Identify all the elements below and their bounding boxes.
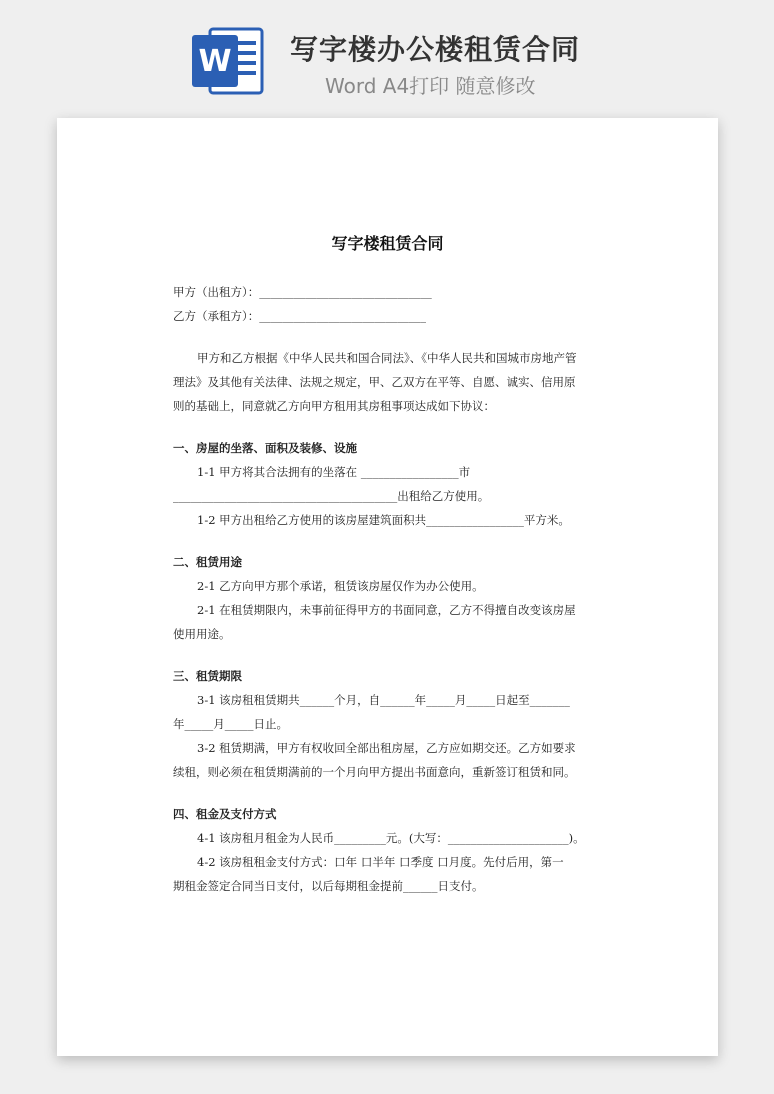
page-subtitle: Word A4打印 随意修改 bbox=[325, 74, 536, 98]
word-icon-letter: W bbox=[198, 44, 232, 79]
intro-line: 理法》及其他有关法律、法规之规定，甲、乙双方在平等、自愿、诚实、信用原 bbox=[173, 375, 576, 389]
clause-line: 期租金签定合同当日支付，以后每期租金提前______日支付。 bbox=[173, 879, 484, 893]
clause-line: 2-1 乙方向甲方那个承诺，租赁该房屋仅作为办公使用。 bbox=[197, 579, 484, 593]
clause-line: 1-2 甲方出租给乙方使用的该房屋建筑面积共_________________平方米。 bbox=[197, 513, 570, 527]
section-heading: 一、房屋的坐落、面积及装修、设施 bbox=[173, 441, 357, 455]
clause-line: _______________________________________出租给乙方使用。 bbox=[173, 489, 490, 503]
clause-line: 1-1 甲方将其合法拥有的坐落在 _________________市 bbox=[197, 465, 471, 479]
clause-line: 4-1 该房租月租金为人民币_________元。(大写：_____________________)。 bbox=[197, 831, 585, 845]
document-page bbox=[57, 118, 718, 1056]
clause-line: 2-1 在租赁期限内，未事前征得甲方的书面同意，乙方不得擅自改变该房屋 bbox=[197, 603, 576, 617]
intro-line: 则的基础上，同意就乙方向甲方租用其房租事项达成如下协议： bbox=[173, 399, 495, 413]
document-body bbox=[173, 280, 603, 898]
clause-line: 续租，则必须在租赁期满前的一个月向甲方提出书面意向，重新签订租赁和同。 bbox=[173, 765, 576, 779]
clause-line: 年_____月_____日止。 bbox=[173, 717, 288, 731]
word-document-icon bbox=[192, 25, 266, 97]
section-heading: 三、租赁期限 bbox=[173, 669, 242, 683]
clause-line: 使用用途。 bbox=[173, 627, 231, 641]
page-title: 写字楼办公楼租赁合同 bbox=[290, 33, 581, 66]
party-b-line: 乙方（承租方）：_____________________________ bbox=[173, 309, 426, 323]
intro-line: 甲方和乙方根据《中华人民共和国合同法》、《中华人民共和国城市房地产管 bbox=[197, 351, 577, 365]
section-heading: 二、租赁用途 bbox=[173, 555, 242, 569]
header bbox=[0, 0, 774, 110]
clause-line: 3-1 该房租租赁期共______个月，自______年_____月_____日起至_______ bbox=[197, 693, 570, 707]
party-a-line: 甲方（出租方）：______________________________ bbox=[173, 285, 432, 299]
section-heading: 四、租金及支付方式 bbox=[173, 807, 277, 821]
document-title: 写字楼租赁合同 bbox=[331, 234, 444, 253]
clause-line: 4-2 该房租租金支付方式：口年 口半年 口季度 口月度。先付后用，第一 bbox=[197, 855, 564, 869]
clause-line: 3-2 租赁期满，甲方有权收回全部出租房屋，乙方应如期交还。乙方如要求 bbox=[197, 741, 576, 755]
